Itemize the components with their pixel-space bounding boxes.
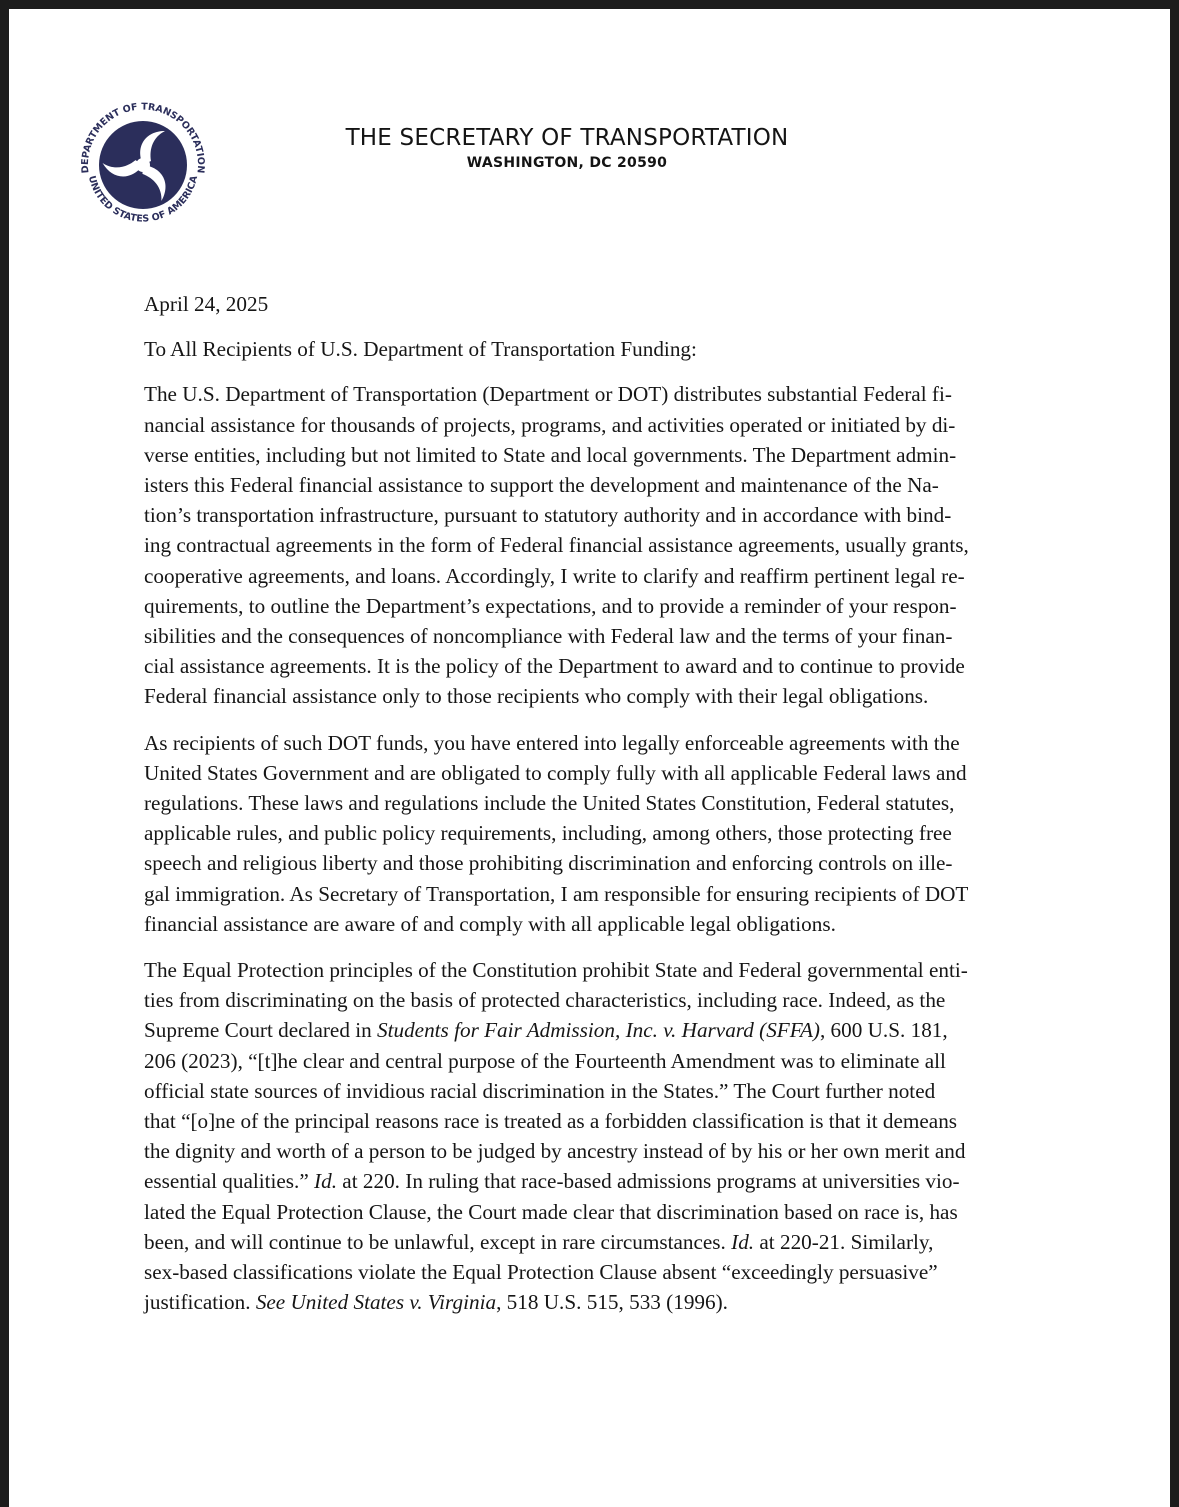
paragraph-line: speech and religious liberty and those prohibiting discrimination and enforcing controls on ille-	[144, 851, 953, 876]
line-text: been, and will continue to be unlawful, except in rare circumstances.	[144, 1229, 732, 1254]
paragraph-line: gal immigration. As Secretary of Transportation, I am responsible for ensuring recipients of DOT	[144, 881, 969, 906]
letter-salutation: To All Recipients of U.S. Department of Transportation Funding:	[144, 337, 697, 362]
seal-text-bottom: UNITED STATES OF AMERICA	[85, 174, 201, 225]
letter-body	[144, 289, 1039, 1334]
paragraph-line: Federal financial assistance only to those recipients who comply with their legal obligations.	[144, 684, 929, 709]
paragraph-line: The U.S. Department of Transportation (Department or DOT) distributes substantial Federal fi-	[144, 382, 952, 407]
paragraph-line: 206 (2023), “[t]he clear and central purpose of the Fourteenth Amendment was to eliminate all	[144, 1048, 946, 1073]
paragraph-line: ties from discriminating on the basis of protected characteristics, including race. Indeed, as the	[144, 988, 946, 1013]
line-text: at 220-21. Similarly,	[754, 1229, 934, 1254]
paragraph-line: lated the Equal Protection Clause, the Court made clear that discrimination based on race is, has	[144, 1199, 958, 1224]
case-citation: Id.	[314, 1169, 337, 1194]
paragraph-line	[144, 1015, 1039, 1045]
paragraph-line	[144, 1166, 1039, 1196]
paragraph-line	[144, 1227, 1039, 1257]
letter-page	[9, 9, 1170, 1507]
paragraph-line: isters this Federal financial assistance to support the development and maintenance of the Na-	[144, 473, 939, 498]
paragraph-line: cooperative agreements, and loans. Accordingly, I write to clarify and reaffirm pertinent legal re-	[144, 563, 965, 588]
case-citation: Students for Fair Admission, Inc. v. Harvard (SFFA)	[377, 1018, 820, 1043]
paragraph-line: verse entities, including but not limited to State and local governments. The Department admin-	[144, 442, 957, 467]
paragraph-line: sibilities and the consequences of noncompliance with Federal law and the terms of your finan-	[144, 624, 953, 649]
paragraph-line: As recipients of such DOT funds, you have entered into legally enforceable agreements with the	[144, 730, 960, 755]
paragraph-line: official state sources of invidious racial discrimination in the States.” The Court further noted	[144, 1078, 936, 1103]
paragraph-line: applicable rules, and public policy requirements, including, among others, those protecting free	[144, 821, 952, 846]
paragraph-line: cial assistance agreements. It is the policy of the Department to award and to continue to provide	[144, 654, 965, 679]
paragraph-line: that “[o]ne of the principal reasons race is treated as a forbidden classification is that it demeans	[144, 1109, 958, 1134]
paragraph-line: the dignity and worth of a person to be judged by ancestry instead of by his or her own merit and	[144, 1139, 966, 1164]
line-text: justification.	[144, 1290, 256, 1315]
paragraph-3	[144, 955, 1039, 1317]
line-text: , 600 U.S. 181,	[819, 1018, 948, 1043]
case-citation: See United States v. Virginia	[255, 1290, 497, 1315]
paragraph-line: ing contractual agreements in the form of Federal financial assistance agreements, usually grants,	[144, 533, 969, 558]
dot-seal-logo	[73, 95, 213, 235]
paragraph-line: financial assistance are aware of and comply with all applicable legal obligations.	[144, 911, 836, 936]
paragraph-line: sex-based classifications violate the Equal Protection Clause absent “exceedingly persuasive”	[144, 1260, 938, 1285]
line-text: Supreme Court declared in	[144, 1018, 377, 1043]
paragraph-line	[144, 1287, 1039, 1317]
paragraph-line: tion’s transportation infrastructure, pursuant to statutory authority and in accordance with bind-	[144, 503, 952, 528]
paragraph-line: United States Government and are obligated to comply fully with all applicable Federal laws and	[144, 760, 967, 785]
line-text: essential qualities.”	[144, 1169, 315, 1194]
paragraph-line: nancial assistance for thousands of projects, programs, and activities operated or initiated by di-	[144, 412, 956, 437]
paragraph-2	[144, 728, 1039, 939]
line-text: , 518 U.S. 515, 533 (1996).	[496, 1290, 728, 1315]
case-citation: Id.	[731, 1229, 755, 1254]
letterhead	[289, 123, 845, 173]
line-text: at 220. In ruling that race-based admissions programs at universities vio-	[337, 1169, 960, 1194]
letterhead-address: WASHINGTON, DC 20590	[466, 155, 668, 171]
paragraph-1	[144, 379, 1039, 711]
paragraph-line: regulations. These laws and regulations include the United States Constitution, Federal statutes,	[144, 791, 955, 816]
seal-text-top: DEPARTMENT OF TRANSPORTATION	[79, 101, 207, 174]
paragraph-line: quirements, to outline the Department’s expectations, and to provide a reminder of your respon-	[144, 593, 957, 618]
paragraph-line: The Equal Protection principles of the Constitution prohibit State and Federal governmental enti-	[144, 958, 968, 983]
letter-date: April 24, 2025	[144, 292, 269, 316]
letterhead-title: THE SECRETARY OF TRANSPORTATION	[345, 125, 789, 151]
